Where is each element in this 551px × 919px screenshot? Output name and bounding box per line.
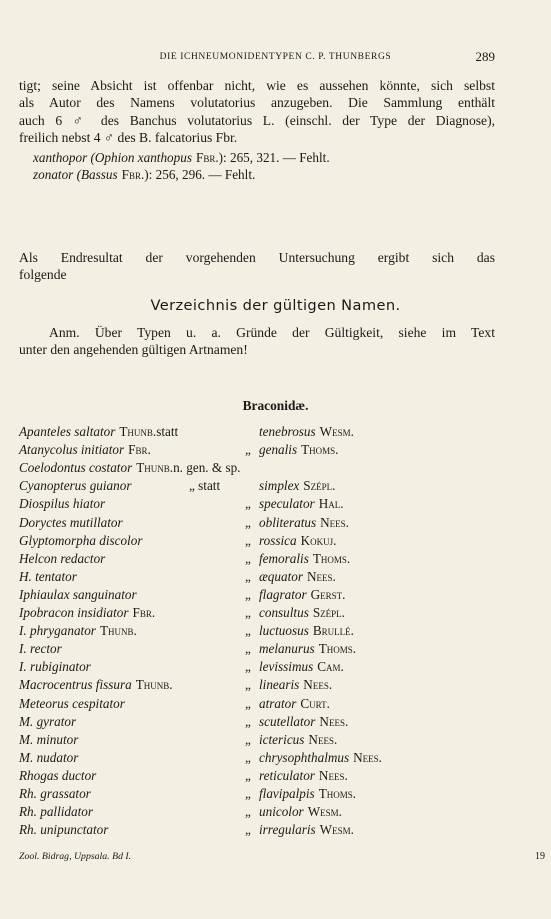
replaced-name-author: Nees. [319, 713, 349, 729]
synonym-row [19, 551, 539, 568]
replaced-name-author: Kokuj. [300, 532, 337, 548]
synonym-row [19, 696, 539, 713]
replaced-name: genalis [259, 442, 298, 458]
synonym-row [19, 786, 539, 803]
relation-mark: „ [245, 442, 251, 458]
valid-name: Ipobracon insidiator [19, 605, 129, 620]
relation-mark: „ [245, 605, 251, 620]
valid-name: Macrocentrus fissura [19, 677, 132, 693]
relation-mark: „ [245, 496, 251, 512]
synonym-row [19, 587, 539, 604]
replaced-name: simplex [259, 478, 300, 494]
valid-name: Rh. unipunctator [19, 822, 109, 838]
valid-name: I. rubiginator [19, 659, 91, 675]
synonym-row [19, 623, 539, 640]
reference-zonator [33, 167, 255, 183]
reference-xanthopor [33, 150, 330, 166]
synonym-row [19, 424, 539, 441]
replaced-name: obliteratus [259, 514, 317, 530]
valid-name: Rhogas ductor [19, 767, 97, 783]
family-heading: Braconidæ. [242, 398, 309, 413]
relation-mark: „ [245, 659, 251, 675]
valid-name: Glyptomorpha discolor [19, 532, 143, 548]
replaced-name: melanurus [259, 641, 315, 657]
intro-line-4: freilich nebst 4 ♂ des B. falcatorius Fbr. [19, 129, 238, 145]
synonym-row [19, 442, 539, 459]
result-line-2: folgende [19, 267, 67, 283]
valid-name: M. minutor [19, 731, 79, 747]
relation-mark: „ [245, 550, 251, 566]
relation-mark: „ [245, 586, 251, 602]
result-paragraph [19, 249, 495, 284]
journal-footer: Zool. Bidrag, Uppsala. Bd I. [19, 851, 132, 862]
synonym-row [19, 460, 539, 477]
synonym-row [19, 478, 539, 495]
note-line-1: Anm. Über Typen u. a. Gründe der Gültigkeit, siehe im Text [49, 325, 495, 340]
valid-name: Doryctes mutillator [19, 514, 123, 530]
valid-name-author: Fbr. [132, 605, 156, 620]
intro-line-1: tigt; seine Absicht ist offenbar nicht, wie es aussehen könnte, sich selbst [19, 78, 495, 93]
replaced-name: linearis [259, 677, 300, 693]
synonym-row [19, 732, 539, 749]
replaced-name: speculator [259, 496, 315, 512]
replaced-name: ictericus [259, 731, 305, 747]
valid-name: Iphiaulax sanguinator [19, 586, 137, 602]
replaced-name-author: Thoms. [318, 641, 357, 657]
replaced-name: atrator [259, 695, 297, 711]
valid-name: Helcon redactor [19, 550, 106, 566]
valid-name-author: Thunb. [136, 460, 174, 476]
running-header: DIE ICHNEUMONIDENTYPEN C. P. THUNBERGS [159, 52, 392, 62]
valid-name: Meteorus cespitator [19, 695, 125, 711]
intro-paragraph [19, 77, 495, 146]
intro-line-3: auch 6 ♂ des Banchus volutatorius L. (einschl. der Type der Diagnose), [19, 112, 495, 128]
valid-name: Coelodontus costator [19, 460, 133, 476]
relation-mark: „ [245, 749, 251, 765]
reference-name: zonator (Bassus [33, 167, 118, 182]
synonym-row [19, 496, 539, 513]
valid-name: M. nudator [19, 749, 79, 765]
replaced-name-author: Nees. [306, 568, 336, 584]
replaced-name-author: Nees. [303, 677, 333, 693]
replaced-name-author: Cam. [317, 659, 344, 675]
valid-name: M. gyrator [19, 713, 77, 729]
valid-name: Cyanopterus guianor [19, 478, 132, 494]
replaced-name-author: Wesm. [319, 822, 354, 838]
valid-name: I. phryganator [19, 623, 96, 639]
synonym-row [19, 822, 539, 839]
relation-mark: n. gen. & sp. [173, 460, 241, 476]
replaced-name: scutellator [259, 713, 316, 729]
reference-author: Fbr. [121, 167, 145, 182]
relation-mark: „ [245, 804, 251, 820]
synonym-row [19, 677, 539, 694]
replaced-name: tenebrosus [259, 424, 316, 439]
synonym-row [19, 569, 539, 586]
valid-name-author: Fbr. [128, 442, 151, 458]
intro-line-2: als Autor des Namens volutatorius anzugeben. Die Sammlung enthält [19, 95, 495, 111]
replaced-name: irregularis [259, 822, 316, 838]
synonym-row [19, 768, 539, 785]
relation-mark: „ [245, 695, 251, 711]
replaced-name-author: Wesm. [307, 804, 342, 820]
synonym-row [19, 714, 539, 731]
valid-name: H. tentator [19, 568, 77, 584]
replaced-name: femoralis [259, 550, 309, 566]
relation-mark: „ [245, 641, 251, 657]
relation-mark: „ [245, 767, 251, 783]
replaced-name-author: Thoms. [318, 786, 357, 801]
replaced-name: levissimus [259, 659, 314, 675]
relation-mark: „ [245, 786, 251, 801]
reference-rest: ): 256, 296. — Fehlt. [144, 167, 256, 182]
valid-name: Apanteles saltator [19, 424, 116, 439]
relation-mark: „ [245, 532, 251, 548]
result-line-1: Als Endresultat der vorgehenden Untersuchung ergibt sich das [19, 250, 495, 265]
synonym-row [19, 515, 539, 532]
relation-mark: „ [245, 677, 251, 693]
replaced-name-author: Wesm. [319, 424, 354, 439]
synonym-row [19, 804, 539, 821]
replaced-name: unicolor [259, 804, 304, 820]
synonym-row [19, 533, 539, 550]
replaced-name-author: Thoms. [312, 550, 351, 566]
replaced-name-author: Nees. [353, 749, 382, 765]
synonym-row [19, 605, 539, 622]
page-number: 289 [475, 49, 495, 64]
relation-mark: „ [245, 822, 251, 838]
relation-mark: „ [245, 623, 251, 639]
replaced-name-author: Nees. [318, 767, 348, 783]
replaced-name-author: Nees. [320, 514, 349, 530]
signature-number: 19 [535, 851, 545, 862]
replaced-name-author: Szépl. [312, 605, 345, 620]
valid-name-author: Thunb. [119, 424, 157, 439]
replaced-name-author: Gerst. [310, 586, 346, 602]
valid-name-author: Thunb. [135, 677, 173, 693]
relation-mark: „ [245, 568, 251, 584]
replaced-name: consultus [259, 605, 309, 620]
relation-mark: „ [245, 713, 251, 729]
replaced-name: luctuosus [259, 623, 309, 639]
replaced-name-author: Hal. [318, 496, 344, 512]
valid-name: Rh. pallidator [19, 804, 93, 820]
reference-name: xanthopor (Ophion xanthopus [33, 150, 192, 165]
valid-name: I. rector [19, 641, 62, 657]
valid-name: Diospilus hiator [19, 496, 106, 512]
synonym-row [19, 641, 539, 658]
reference-author: Fbr. [195, 150, 219, 165]
replaced-name-author: Curt. [300, 695, 330, 711]
relation-mark: statt [156, 424, 179, 439]
valid-name-author: Thunb. [99, 623, 137, 639]
valid-name: Rh. grassator [19, 786, 91, 801]
replaced-name: flagrator [259, 586, 307, 602]
note-line-2: unter den angehenden gültigen Artnamen! [19, 342, 248, 358]
synonym-row [19, 659, 539, 676]
reference-rest: ): 265, 321. — Fehlt. [218, 150, 330, 165]
replaced-name-author: Thoms. [301, 442, 339, 458]
synonym-row [19, 750, 539, 767]
replaced-name: rossica [259, 532, 297, 548]
valid-name: Atanycolus initiator [19, 442, 125, 458]
replaced-name-author: Szépl. [303, 478, 336, 494]
relation-mark: „ statt [189, 478, 221, 494]
relation-mark: „ [245, 731, 251, 747]
replaced-name: reticulator [259, 767, 315, 783]
replaced-name-author: Brullé. [312, 623, 354, 639]
replaced-name: chrysophthalmus [259, 749, 350, 765]
replaced-name: æquator [259, 568, 303, 584]
note-paragraph [19, 324, 495, 359]
replaced-name: flavipalpis [259, 786, 315, 801]
section-heading: Verzeichnis der gültigen Namen. [150, 297, 401, 314]
relation-mark: „ [245, 514, 251, 530]
replaced-name-author: Nees. [308, 731, 338, 747]
